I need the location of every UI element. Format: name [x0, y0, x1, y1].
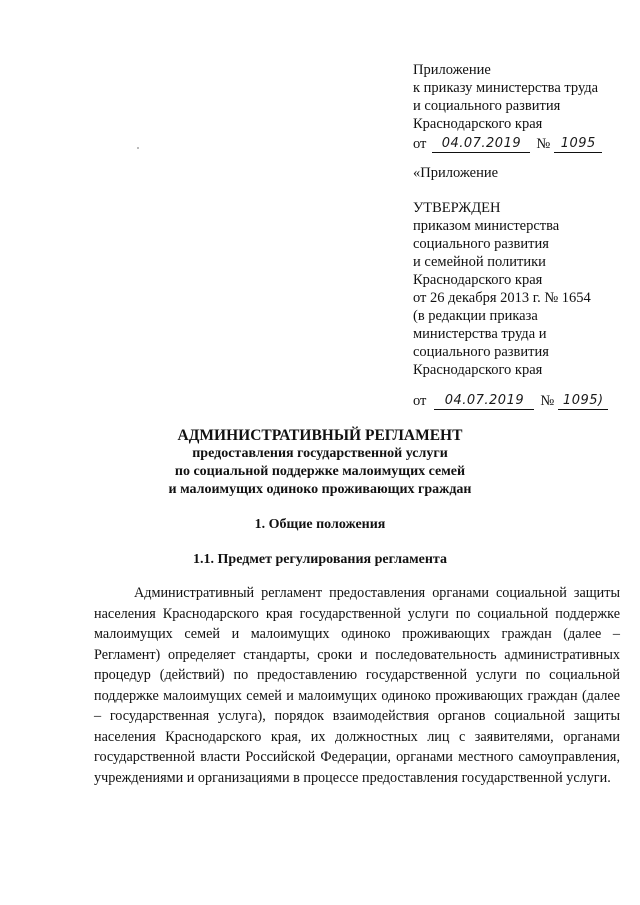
approved-line: и семейной политики: [413, 254, 546, 270]
approved-line: социального развития: [413, 344, 549, 360]
appendix-line: к приказу министерства труда: [413, 80, 599, 96]
approved-line: социального развития: [413, 236, 549, 252]
document-title: [0, 427, 640, 499]
date-prefix: от: [413, 136, 427, 152]
approved-line: Краснодарского края: [413, 272, 543, 288]
approved-date-line: [413, 392, 608, 410]
appendix-line: Краснодарского края: [413, 116, 543, 132]
prior-appendix-block: [413, 164, 498, 182]
approved-title: УТВЕРЖДЕН: [413, 200, 501, 216]
appendix-block: [413, 61, 602, 153]
date-prefix: от: [413, 393, 427, 409]
section-heading: 1. Общие положения: [254, 517, 386, 532]
title-main: АДМИНИСТРАТИВНЫЙ РЕГЛАМЕНТ: [177, 427, 463, 444]
title-sub-line: и малоимущих одиноко проживающих граждан: [168, 482, 472, 497]
scan-speck: [137, 147, 139, 149]
number-sign: №: [536, 136, 551, 152]
approved-line: Краснодарского края: [413, 362, 543, 378]
handwritten-number: 1095: [554, 136, 602, 153]
title-sub-line: по социальной поддержке малоимущих семей: [174, 464, 466, 479]
body-paragraph: Административный регламент предоставления органами социальной защиты населения Краснодарского края государственной услуги по социальной поддержке малоимущих семей и малоимущих одиноко проживающих граждан (далее – Регламент) определяет стандарты, сроки и последовательность административных процедур (действий) по предоставлению государственной услуги по социальной поддержке малоимущих семей и малоимущих одиноко проживающих граждан (далее – государственная услуга), порядок взаимодействия органов социальной защиты населения Краснодарского края, их должностных лиц с заявителями, органами государственной власти Российской Федерации, органами местного самоуправления, учреждениями и организациями в процессе предоставления государственной услуги.: [94, 585, 620, 786]
approved-block: [413, 199, 608, 410]
appendix-line: и социального развития: [413, 98, 561, 114]
handwritten-date: 04.07.2019: [432, 136, 530, 153]
appendix-line: Приложение: [413, 62, 491, 78]
approved-line: от 26 декабря 2013 г. № 1654: [413, 290, 591, 306]
handwritten-number: 1095): [558, 393, 608, 410]
approved-line: министерства труда и: [413, 326, 547, 342]
prior-appendix-label: «Приложение: [413, 165, 499, 181]
approved-line: (в редакции приказа: [413, 308, 538, 324]
handwritten-date: 04.07.2019: [434, 393, 534, 410]
subsection-heading: 1.1. Предмет регулирования регламента: [193, 552, 447, 567]
title-sub-line: предоставления государственной услуги: [192, 446, 448, 461]
appendix-date-line: [413, 135, 602, 153]
number-sign: №: [540, 393, 555, 409]
approved-line: приказом министерства: [413, 218, 560, 234]
